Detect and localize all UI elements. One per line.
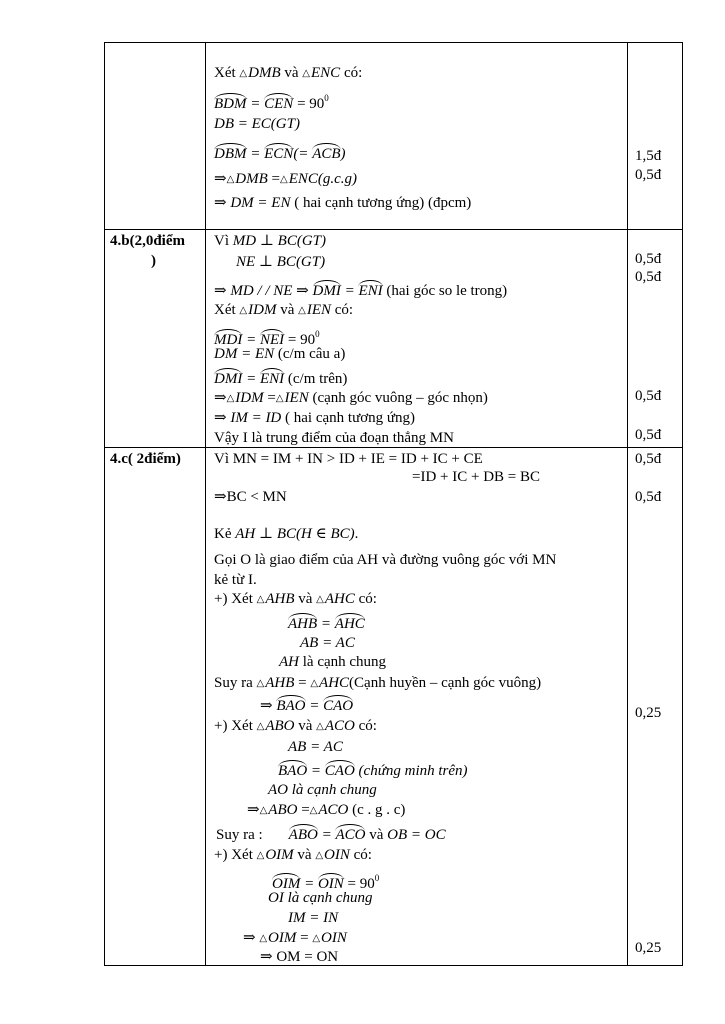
score: 0,25 <box>635 705 662 721</box>
row-c-line-3: ⇒BC < MN <box>214 489 287 505</box>
row-b-line-8: ⇒△IDM =△IEN (cạnh góc vuông – góc nhọn) <box>214 390 488 406</box>
row-c-label: 4.c( 2điểm) <box>110 451 181 467</box>
row-b-line-4: Xét △IDM và △IEN có: <box>214 302 354 318</box>
row-c-line-19: +) Xét △OIM và △OIN có: <box>214 847 372 863</box>
row-c-line-14: AB = AC <box>288 739 343 755</box>
row-c-line-5: Gọi O là giao điểm của AH và đường vuông góc với MN <box>214 552 557 568</box>
score: 0,5đ <box>635 427 662 443</box>
row-a-line-5: ⇒△DMB =△ENC(g.c.g) <box>214 171 358 187</box>
row-a-line-3: DB = EC(GT) <box>214 116 300 132</box>
row-a-line-4: DBM = ECN(= ACB) <box>214 146 346 162</box>
score: 1,5đ <box>635 148 662 164</box>
score: 0,5đ <box>635 167 662 183</box>
row-b-line-2: NE ⊥ BC(GT) <box>236 254 326 270</box>
row-b-label: 4.b(2,0điểm <box>110 233 185 249</box>
row-c-line-7: +) Xét △AHB và △AHC có: <box>214 591 377 607</box>
score: 0,5đ <box>635 489 662 505</box>
row-c-line-4: Kẻ AH ⊥ BC(H ∈ BC). <box>214 526 359 542</box>
table-border-bottom <box>104 965 683 966</box>
row-c-line-20: OIM = OIN = $90^0$ <box>272 873 380 892</box>
row-c-line-11: Suy ra △AHB = △AHC(Cạnh huyền – cạnh góc vuông) <box>214 675 542 691</box>
table-border-top <box>104 42 683 43</box>
row-b-line-10: Vậy I là trung điểm của đoạn thẳng MN <box>214 430 454 446</box>
table-border-right <box>682 42 683 966</box>
score: 0,5đ <box>635 451 662 467</box>
row-b-line-1: Vì MD ⊥ BC(GT) <box>214 233 327 249</box>
row-c-line-16: AO là cạnh chung <box>268 782 377 798</box>
row-c-line-6: kẻ từ I. <box>214 572 257 588</box>
row-c-line-24: ⇒ OM = ON <box>260 949 339 965</box>
row-b-line-6: DM = EN (c/m câu a) <box>214 346 346 362</box>
score: 0,5đ <box>635 269 662 285</box>
row-c-line-12: ⇒ BAO = CAO <box>260 698 354 714</box>
col-divider <box>205 42 206 966</box>
row-a-line-1: Xét △DMB và △ENC có: <box>214 65 363 81</box>
row-b-line-5: MDI = NEI = $90^0$ <box>214 329 320 348</box>
score: 0,5đ <box>635 388 662 404</box>
col-divider <box>627 42 628 966</box>
row-c-line-18: Suy ra : ABO = ACO và OB = OC <box>216 827 446 843</box>
score: 0,5đ <box>635 251 662 267</box>
row-b-line-9: ⇒ IM = ID ( hai cạnh tương ứng) <box>214 410 416 426</box>
row-c-line-10: AH là cạnh chung <box>279 654 387 670</box>
row-divider <box>104 229 683 230</box>
row-c-line-22: IM = IN <box>288 910 339 926</box>
row-c-line-9: AB = AC <box>300 635 355 651</box>
table-border-left <box>104 42 105 966</box>
row-c-line-23: ⇒ △OIM = △OIN <box>243 930 347 946</box>
row-b-line-3: ⇒ MD / / NE ⇒ DMI = ENI (hai góc so le trong) <box>214 283 508 299</box>
row-b-label-cont: ) <box>151 253 156 269</box>
row-a-line-6: ⇒ DM = EN ( hai cạnh tương ứng) (đpcm) <box>214 195 472 211</box>
row-c-line-21: OI là cạnh chung <box>268 890 373 906</box>
row-c-line-17: ⇒△ABO =△ACO (c . g . c) <box>247 802 406 818</box>
score: 0,25 <box>635 940 662 956</box>
row-c-line-8: AHB = AHC <box>288 616 365 632</box>
row-divider <box>104 447 683 448</box>
row-a-line-2: BDM = CEN = $90^0$ <box>214 93 329 112</box>
row-c-line-13: +) Xét △ABO và △ACO có: <box>214 718 377 734</box>
row-c-line-15: BAO = CAO (chứng minh trên) <box>278 763 468 779</box>
row-c-line-2: =ID + IC + DB = BC <box>412 469 541 485</box>
row-c-line-1: Vì MN = IM + IN > ID + IE = ID + IC + CE <box>214 451 483 467</box>
row-b-line-7: DMI = ENI (c/m trên) <box>214 371 348 387</box>
